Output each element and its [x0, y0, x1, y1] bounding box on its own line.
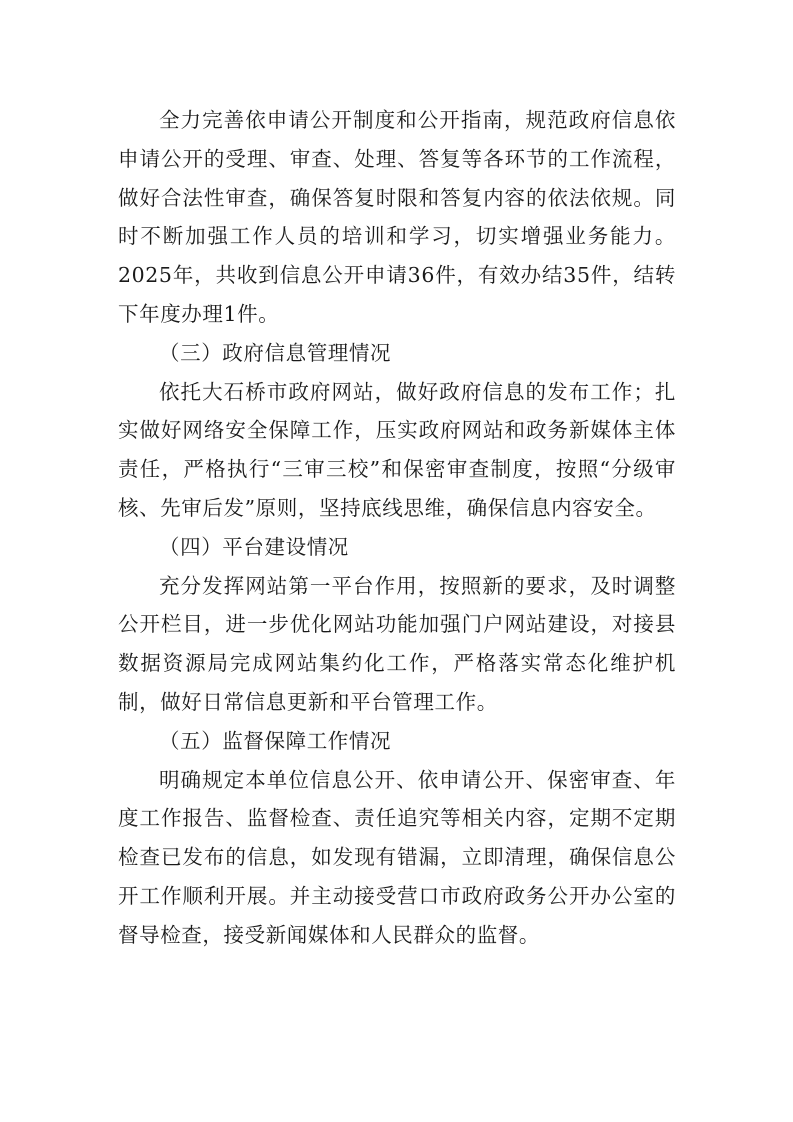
section-heading-supervision: （五）监督保障工作情况 — [159, 728, 392, 753]
section-heading-platform-construction: （四）平台建设情况 — [159, 534, 349, 559]
section-heading-info-management: （三）政府信息管理情况 — [159, 340, 392, 365]
paragraph-supervision: 明确规定本单位信息公开、依申请公开、保密审查、年度工作报告、监督检查、责任追究等相关内容，定期不定期检查已发布的信息，如发现有错漏，立即清理，确保信息公开工作顺利开展。并主动接受营口市政府政务公开办公室的督导检查，接受新闻媒体和人民群众的监督。 — [118, 767, 676, 947]
document-body — [118, 101, 676, 955]
paragraph-platform-construction: 充分发挥网站第一平台作用，按照新的要求，及时调整公开栏目，进一步优化网站功能加强门户网站建设，对接县数据资源局完成网站集约化工作，严格落实常态化维护机制，做好日常信息更新和平台管理工作。 — [118, 573, 676, 714]
paragraph-application-disclosure: 全力完善依申请公开制度和公开指南，规范政府信息依申请公开的受理、审查、处理、答复等各环节的工作流程，做好合法性审查，确保答复时限和答复内容的依法依规。同时不断加强工作人员的培训和学习，切实增强业务能力。2025年，共收到信息公开申请36件，有效办结35件，结转下年度办理1件。 — [118, 108, 676, 326]
paragraph-info-management: 依托大石桥市政府网站，做好政府信息的发布工作；扎实做好网络安全保障工作，压实政府网站和政务新媒体主体责任，严格执行“三审三校”和保密审查制度，按照“分级审核、先审后发”原则，坚持底线思维，确保信息内容安全。 — [118, 379, 676, 520]
